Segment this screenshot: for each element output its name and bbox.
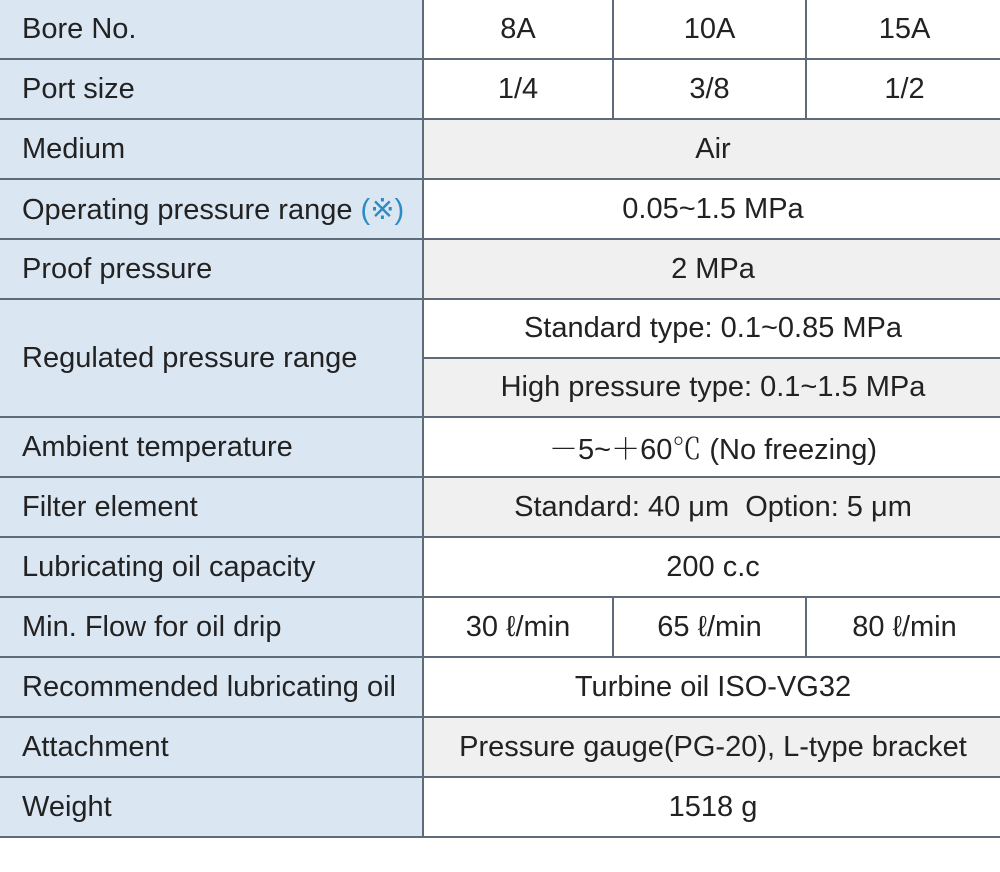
operating-pressure-label-text: Operating pressure range — [22, 193, 353, 226]
row-regulated-standard — [0, 299, 1000, 358]
regulated-high-value: High pressure type: 0.1~1.5 MPa — [423, 358, 1000, 417]
row-port-size — [0, 59, 1000, 119]
label-regulated-pressure: Regulated pressure range — [0, 299, 423, 417]
port-size-15a: 1/2 — [806, 59, 1000, 119]
row-attachment — [0, 717, 1000, 777]
min-flow-15a: 80 ℓ/min — [806, 597, 1000, 657]
row-medium — [0, 119, 1000, 179]
row-min-flow — [0, 597, 1000, 657]
bore-8a: 8A — [423, 0, 613, 59]
bore-10a: 10A — [613, 0, 806, 59]
label-min-flow: Min. Flow for oil drip — [0, 597, 423, 657]
label-ambient-temperature: Ambient temperature — [0, 417, 423, 477]
label-bore-no: Bore No. — [0, 0, 423, 59]
operating-pressure-value: 0.05~1.5 MPa — [423, 179, 1000, 239]
label-proof-pressure: Proof pressure — [0, 239, 423, 299]
label-port-size: Port size — [0, 59, 423, 119]
attachment-value: Pressure gauge(PG-20), L-type bracket — [423, 717, 1000, 777]
label-operating-pressure — [0, 179, 423, 239]
row-ambient-temperature — [0, 417, 1000, 477]
row-bore-no — [0, 0, 1000, 59]
port-size-8a: 1/4 — [423, 59, 613, 119]
filter-element-value: Standard: 40 μm Option: 5 μm — [423, 477, 1000, 537]
recommended-oil-value: Turbine oil ISO-VG32 — [423, 657, 1000, 717]
label-weight: Weight — [0, 777, 423, 837]
label-recommended-oil: Recommended lubricating oil — [0, 657, 423, 717]
bore-15a: 15A — [806, 0, 1000, 59]
port-size-10a: 3/8 — [613, 59, 806, 119]
weight-value: 1518 g — [423, 777, 1000, 837]
label-attachment: Attachment — [0, 717, 423, 777]
proof-pressure-value: 2 MPa — [423, 239, 1000, 299]
regulated-standard-value: Standard type: 0.1~0.85 MPa — [423, 299, 1000, 358]
row-filter-element — [0, 477, 1000, 537]
row-weight — [0, 777, 1000, 837]
medium-value: Air — [423, 119, 1000, 179]
min-flow-10a: 65 ℓ/min — [613, 597, 806, 657]
row-lubricating-oil-capacity — [0, 537, 1000, 597]
label-filter-element: Filter element — [0, 477, 423, 537]
lubricating-oil-capacity-value: 200 c.c — [423, 537, 1000, 597]
note-mark: (※) — [360, 193, 405, 226]
row-operating-pressure — [0, 179, 1000, 239]
label-medium: Medium — [0, 119, 423, 179]
row-proof-pressure — [0, 239, 1000, 299]
min-flow-8a: 30 ℓ/min — [423, 597, 613, 657]
ambient-temperature-value: －5~＋60℃ (No freezing) — [423, 417, 1000, 477]
label-lubricating-oil-capacity: Lubricating oil capacity — [0, 537, 423, 597]
row-recommended-oil — [0, 657, 1000, 717]
